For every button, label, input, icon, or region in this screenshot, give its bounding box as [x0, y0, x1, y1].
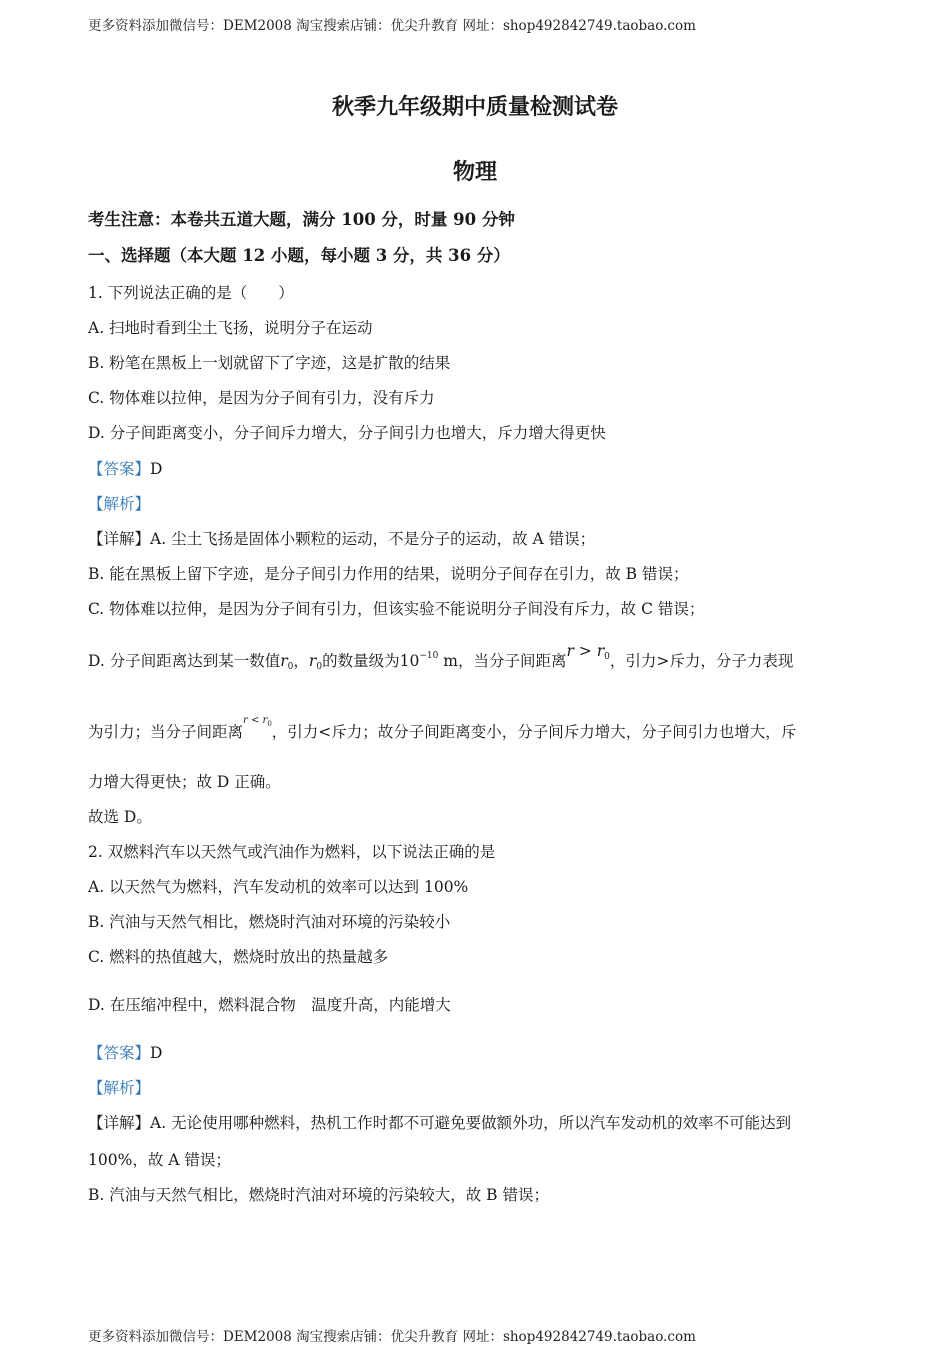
q2-answer: [88, 1043, 162, 1063]
q1-detail-c: C. 物体难以拉伸，是因为分子间有引力，但该实验不能说明分子间没有斥力，故 C 错误；: [88, 600, 705, 618]
q2-detail-b: B. 汽油与天然气相比，燃烧时汽油对环境的污染较大，故 B 错误；: [88, 1186, 549, 1204]
q2-stem: 2. 双燃料汽车以天然气或汽油作为燃料，以下说法正确的是: [88, 843, 496, 861]
exam-title: 秋季九年级期中质量检测试卷: [331, 94, 618, 120]
answer-value: D: [150, 1044, 163, 1062]
q2-detail-a-line1: 【详解】A. 无论使用哪种燃料，热机工作时都不可避免要做额外功，所以汽车发动机的效率不可能达到: [88, 1114, 792, 1132]
answer-label: 【答案】: [88, 460, 151, 478]
q1-analysis-label: 【解析】: [88, 495, 151, 513]
q1-detail-a: 【详解】A. 尘土飞扬是固体小颗粒的运动，不是分子的运动，故 A 错误；: [88, 530, 596, 548]
q1-option-a: A. 扫地时看到尘土飞扬，说明分子在运动: [88, 319, 373, 337]
formula-r0: $r_0$: [308, 652, 323, 672]
q1-conclusion: 故选 D。: [88, 808, 152, 826]
q2-analysis-label: 【解析】: [88, 1079, 151, 1097]
q1-option-b: B. 粉笔在黑板上一划就留下了字迹，这是扩散的结果: [88, 354, 451, 372]
q1-answer: [88, 459, 162, 479]
detail-label: 【详解】: [88, 1114, 151, 1132]
answer-value: D: [150, 460, 163, 478]
q2-option-d: D. 在压缩冲程中，燃料混合物 温度升高，内能增大: [88, 996, 451, 1014]
detail-label: 【详解】: [88, 530, 151, 548]
q2-option-c: C. 燃料的热值越大，燃烧时放出的热量越多: [88, 948, 389, 966]
formula-r-less-r0: r < r0: [243, 715, 272, 728]
q1-detail-d-line1: D. 分子间距离达到某一数值$r_0$，$r_0$的数量级为$10^{-10}$ m，当分子间距离$r > r_0$，引力>斥力，分子力表现: [88, 642, 794, 672]
exam-notice: 考生注意：本卷共五道大题，满分 100 分，时量 90 分钟: [88, 210, 515, 229]
formula-r-greater-r0: $r > r_0$: [566, 642, 610, 662]
q1-detail-d-line3: 力增大得更快；故 D 正确。: [88, 773, 281, 791]
q1-detail-b: B. 能在黑板上留下字迹，是分子间引力作用的结果，说明分子间存在引力，故 B 错误；: [88, 565, 689, 583]
q1-option-d: D. 分子间距离变小，分子间斥力增大，分子间引力也增大，斥力增大得更快: [88, 424, 606, 442]
answer-label: 【答案】: [88, 1044, 151, 1062]
section-heading: 一、选择题（本大题 12 小题，每小题 3 分，共 36 分）: [88, 246, 510, 265]
formula-r0: $r_0$: [280, 652, 294, 672]
page-header: 更多资料添加微信号：DEM2008 淘宝搜索店铺：优尖升教育 网址：shop492842749.taobao.com: [88, 18, 696, 34]
q1-option-c: C. 物体难以拉伸，是因为分子间有引力，没有斥力: [88, 389, 435, 407]
page-footer: 更多资料添加微信号：DEM2008 淘宝搜索店铺：优尖升教育 网址：shop492842749.taobao.com: [88, 1329, 696, 1345]
q2-option-a: A. 以天然气为燃料，汽车发动机的效率可以达到 100%: [88, 878, 469, 896]
subject-title: 物理: [452, 159, 497, 185]
q1-detail-d-line2: 为引力；当分子间距离$^{r < r_0}$，引力<斥力；故分子间距离变小，分子间斥力增大，分子间引力也增大，斥: [88, 715, 797, 741]
q2-option-b: B. 汽油与天然气相比，燃烧时汽油对环境的污染较小: [88, 913, 451, 931]
q2-detail-a-line2: 100%，故 A 错误；: [88, 1151, 231, 1169]
formula-magnitude: $10^{-10}$ m: [399, 651, 458, 670]
q1-stem: 1. 下列说法正确的是（ ）: [88, 284, 294, 302]
